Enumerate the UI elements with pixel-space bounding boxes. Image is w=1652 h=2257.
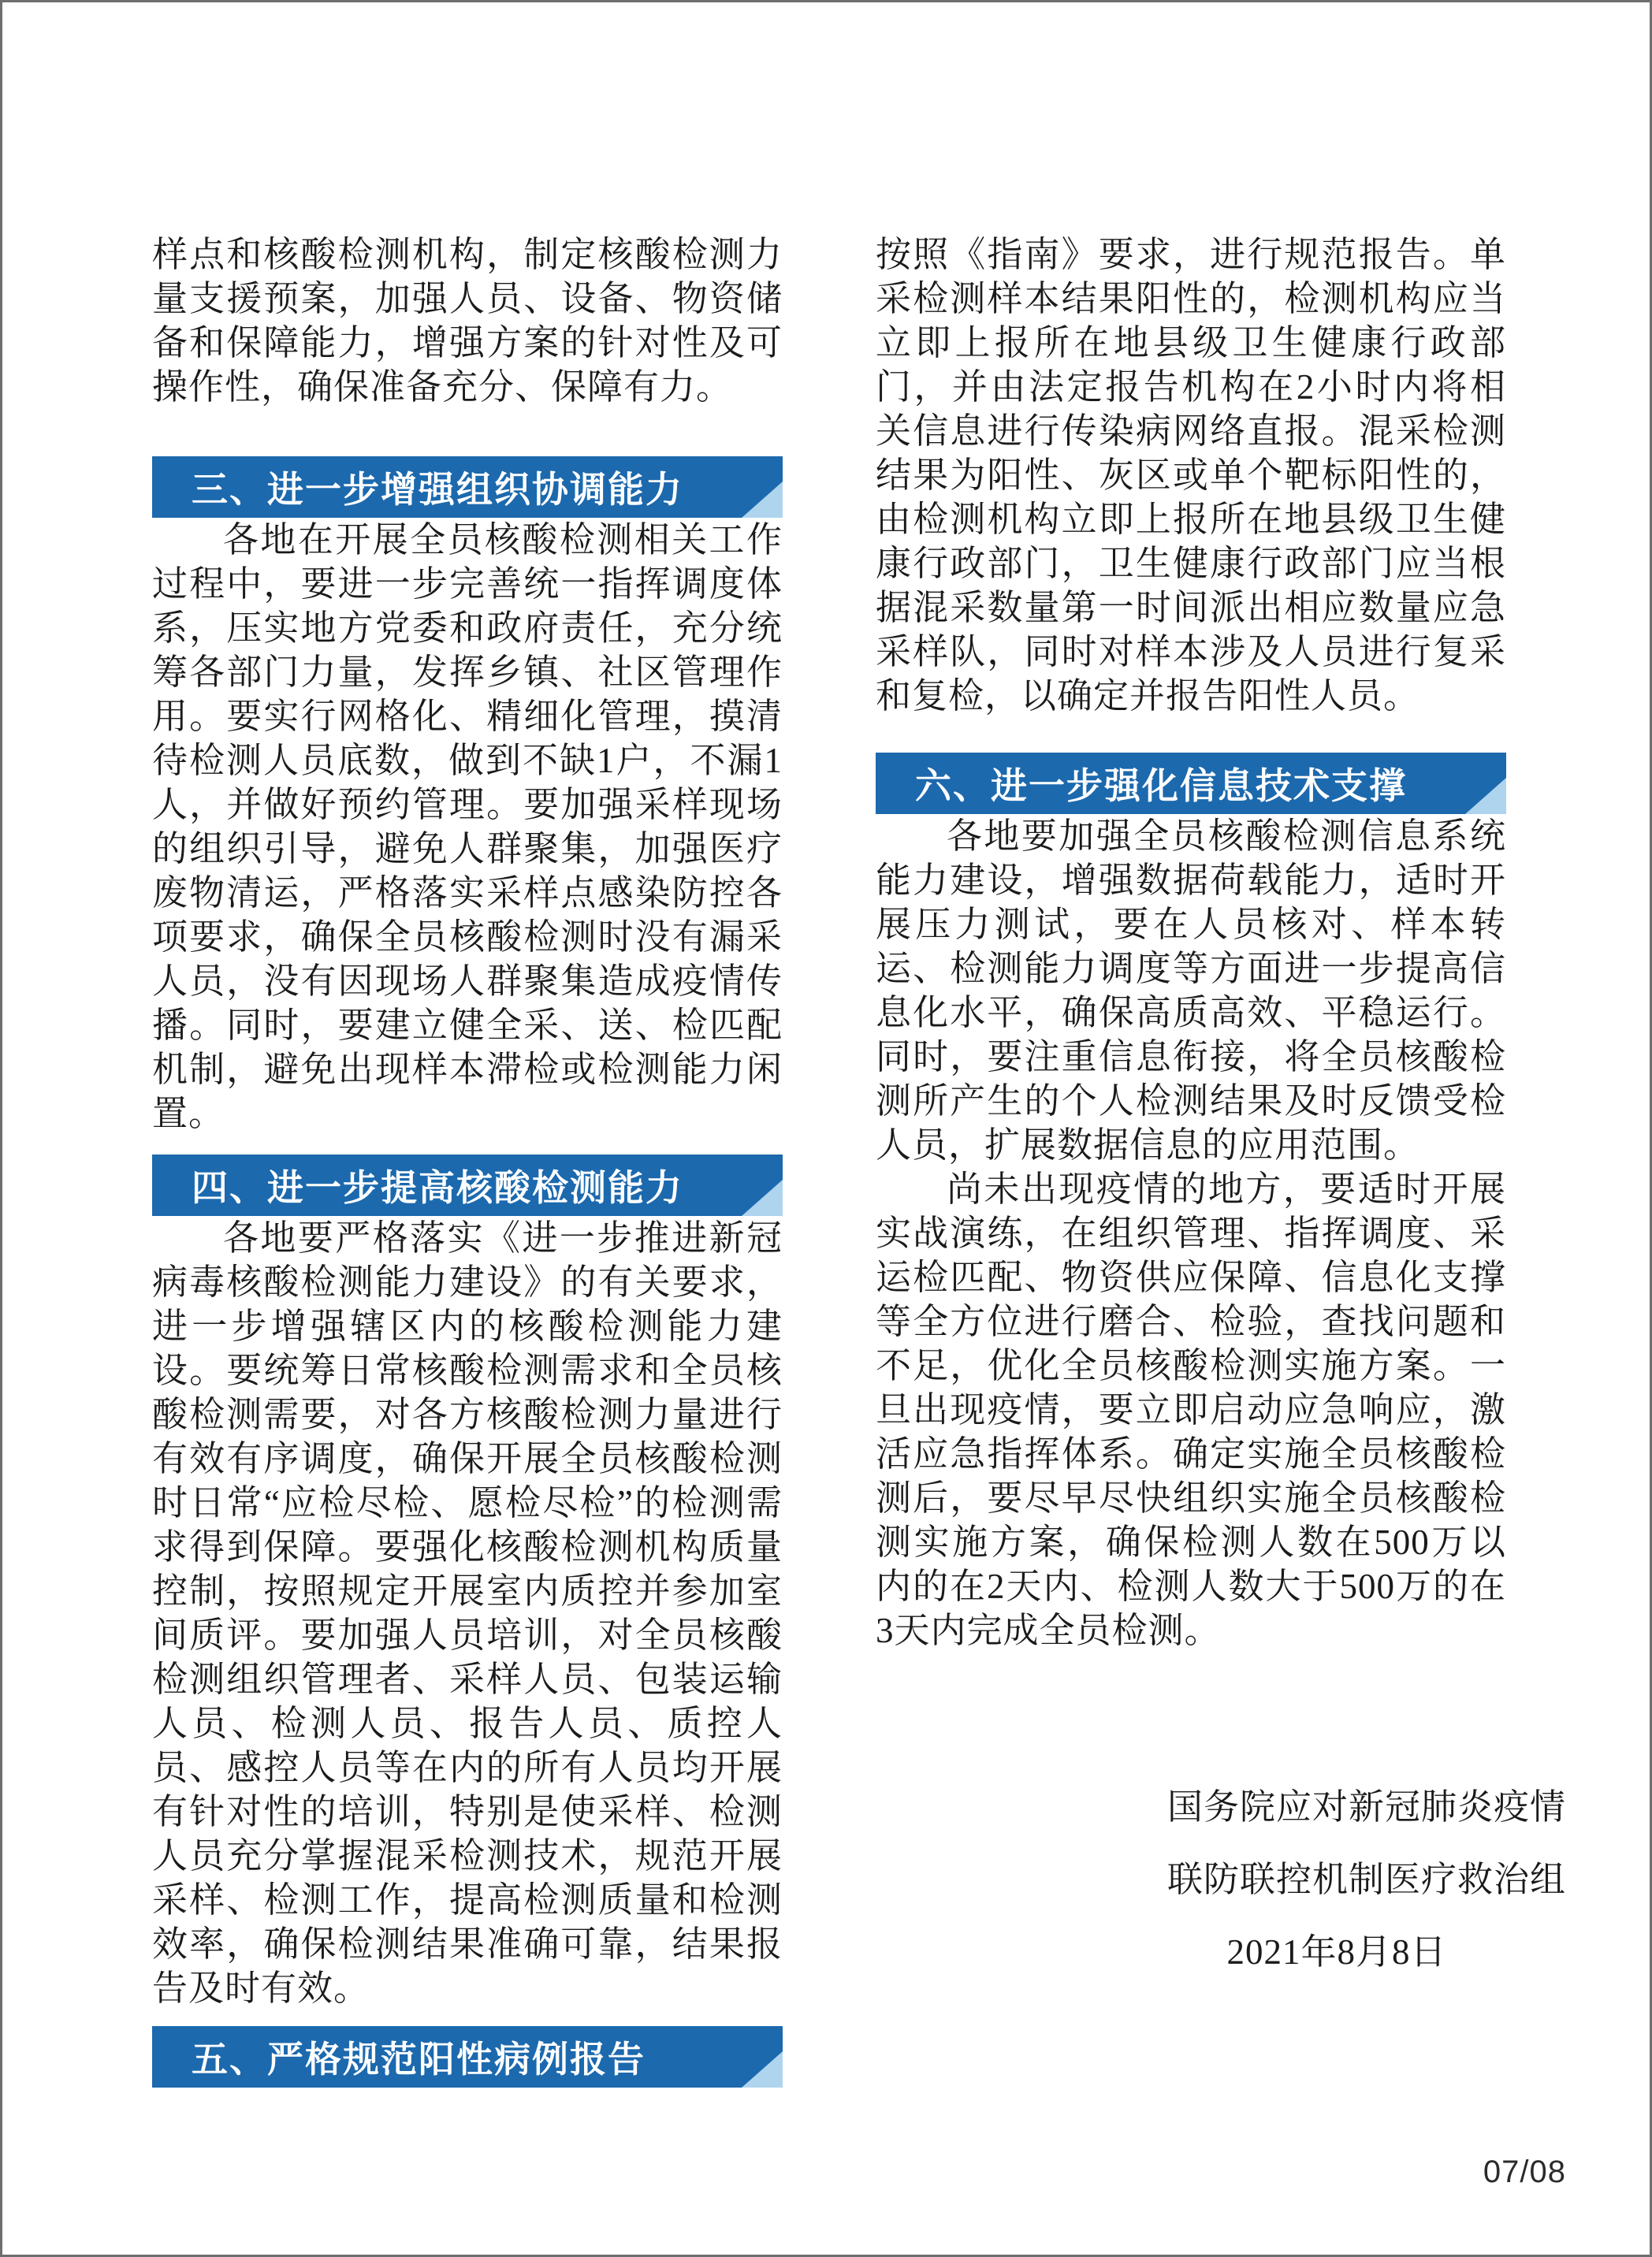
section-header-3	[152, 456, 783, 518]
section-header-4-title: 四、进一步提高核酸检测能力	[192, 1167, 683, 1208]
corner-fold-decoration	[742, 1180, 783, 1216]
paragraph-continued-from-left-column: 按照《指南》要求，进行规范报告。单采检测样本结果阳性的，检测机构应当立即上报所在地县级卫生健康行政部门，并由法定报告机构在2小时内将相关信息进行传染病网络直报。混采检测结果为阳性、灰区或单个靶标阳性的，由检测机构立即上报所在地县级卫生健康行政部门，卫生健康行政部门应当根据混采数量第一时间派出相应数量应急采样队，同时对样本涉及人员进行复采和复检，以确定并报告阳性人员。	[876, 235, 1506, 716]
signature-date: 2021年8月8日	[1226, 1932, 1447, 1972]
signature-org-line-1: 国务院应对新冠肺炎疫情	[1167, 1787, 1567, 1827]
section-6-paragraph-2: 尚未出现疫情的地方，要适时开展实战演练，在组织管理、指挥调度、采运检匹配、物资供应保障、信息化支撑等全方位进行磨合、检验，查找问题和不足，优化全员核酸检测实施方案。一旦出现疫情，要立即启动应急响应，激活应急指挥体系。确定实施全员核酸检测后，要尽早尽快组织实施全员核酸检测实施方案，确保检测人数在500万以内的在2天内、检测人数大于500万的在3天内完成全员检测。	[876, 1169, 1506, 1650]
section-header-6-title: 六、进一步强化信息技术支撑	[915, 765, 1407, 806]
corner-fold-decoration	[742, 2051, 783, 2088]
section-3-paragraph: 各地在开展全员核酸检测相关工作过程中，要进一步完善统一指挥调度体系，压实地方党委和政府责任，充分统筹各部门力量，发挥乡镇、社区管理作用。要实行网格化、精细化管理，摸清待检测人员底数，做到不缺1户，不漏1人，并做好预约管理。要加强采样现场的组织引导，避免人群聚集，加强医疗废物清运，严格落实采样点感染防控各项要求，确保全员核酸检测时没有漏采人员，没有因现场人群聚集造成疫情传播。同时，要建立健全采、送、检匹配机制，避免出现样本滞检或检测能力闲置。	[152, 520, 783, 1133]
section-4-paragraph: 各地要严格落实《进一步推进新冠病毒核酸检测能力建设》的有关要求，进一步增强辖区内的核酸检测能力建设。要统筹日常核酸检测需求和全员核酸检测需要，对各方核酸检测力量进行有效有序调度，确保开展全员核酸检测时日常“应检尽检、愿检尽检”的检测需求得到保障。要强化核酸检测机构质量控制，按照规定开展室内质控并参加室间质评。要加强人员培训，对全员核酸检测组织管理者、采样人员、包装运输人员、检测人员、报告人员、质控人员、感控人员等在内的所有人员均开展有针对性的培训，特别是使采样、检测人员充分掌握混采检测技术，规范开展采样、检测工作，提高检测质量和检测效率，确保检测结果准确可靠，结果报告及时有效。	[152, 1218, 783, 2008]
section-header-5-title: 五、严格规范阳性病例报告	[192, 2039, 646, 2080]
section-6-paragraph-1: 各地要加强全员核酸检测信息系统能力建设，增强数据荷载能力，适时开展压力测试，要在人员核对、样本转运、检测能力调度等方面进一步提高信息化水平，确保高质高效、平稳运行。同时，要注重信息衔接，将全员核酸检测所产生的个人检测结果及时反馈受检人员，扩展数据信息的应用范围。	[876, 816, 1506, 1165]
section-header-4	[152, 1155, 783, 1216]
section-header-6	[876, 753, 1506, 814]
corner-fold-decoration	[742, 482, 783, 518]
signature-block	[1167, 1771, 1567, 1988]
section-header-5	[152, 2026, 783, 2088]
signature-org-line-2: 联防联控机制医疗救治组	[1167, 1860, 1567, 1899]
corner-fold-decoration	[1465, 778, 1506, 814]
left-column	[152, 2, 783, 2088]
right-column	[876, 2, 1567, 1988]
page-number: 07/08	[1483, 2155, 1566, 2189]
paragraph-continued-from-previous-page: 样点和核酸检测机构，制定核酸检测力量支援预案，加强人员、设备、物资储备和保障能力，增强方案的针对性及可操作性，确保准备充分、保障有力。	[152, 235, 783, 407]
section-header-3-title: 三、进一步增强组织协调能力	[192, 469, 683, 510]
